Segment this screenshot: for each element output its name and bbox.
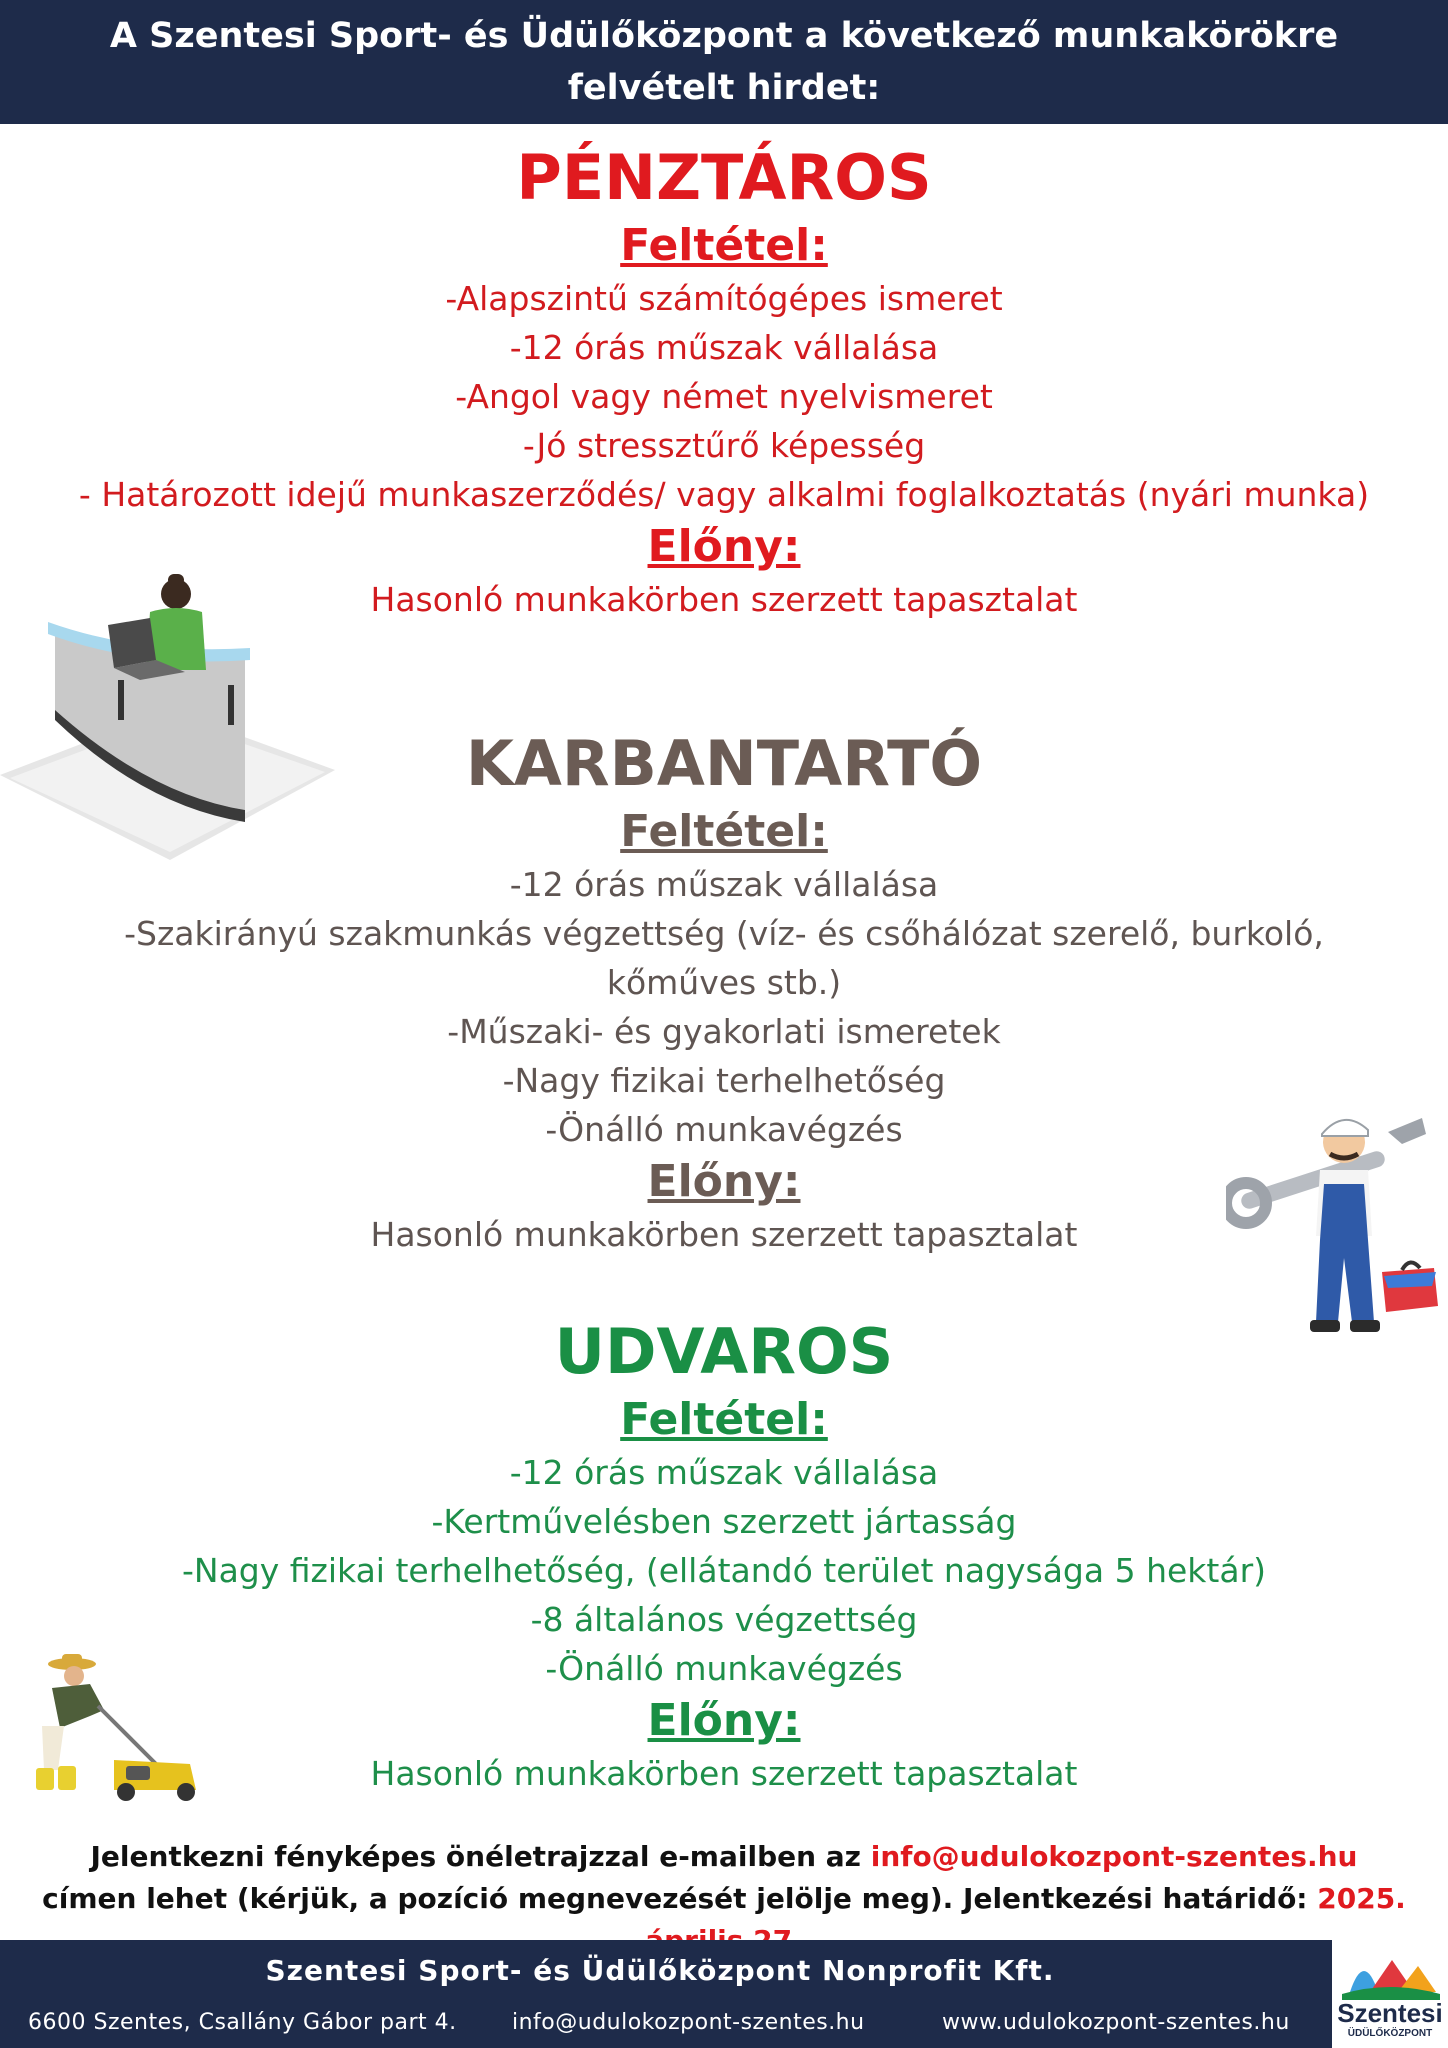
requirement-item: -Jó stressztűrő képesség [522, 426, 926, 465]
job-section-groundskeeper [0, 1312, 1448, 1798]
advantage-heading: Előny: [647, 1695, 801, 1746]
mower-wheel-shape [177, 1783, 195, 1801]
gardener-trousers-shape [42, 1726, 64, 1770]
header-banner [0, 0, 1448, 124]
cashier-desk-illustration [0, 560, 340, 880]
footer-company-name: Szentesi Sport- és Üdülőközpont Nonprofit Kft. [265, 1954, 1055, 1987]
header-title: A Szentesi Sport- és Üdülőközpont a következő munkakörökre felvételt hirdet: [109, 16, 1339, 108]
requirement-item: kőműves stb.) [606, 963, 842, 1002]
requirement-item: -12 órás műszak vállalása [509, 865, 939, 904]
laptop-screen-shape [108, 618, 156, 668]
requirement-list [0, 1448, 1448, 1693]
gardener-head-shape [64, 1666, 84, 1686]
desk-post-shape [228, 685, 234, 725]
requirement-item: -Szakirányú szakmunkás végzettség (víz- és csőhálózat szerelő, burkoló, [124, 914, 1324, 953]
desk-post-shape [118, 680, 124, 720]
footer [0, 1940, 1448, 2048]
advantage-text: Hasonló munkakörben szerzett tapasztalat [370, 580, 1078, 619]
toolbox-handle-shape [1402, 1262, 1420, 1270]
logo-emblem-icon [1332, 1940, 1448, 2000]
overalls-shape [1316, 1184, 1374, 1322]
condition-heading: Feltétel: [620, 1394, 828, 1445]
requirement-item: -Műszaki- és gyakorlati ismeretek [447, 1012, 1001, 1051]
requirement-item: -12 órás műszak vállalása [509, 328, 939, 367]
job-title: PÉNZTÁROS [516, 141, 932, 214]
requirement-item: -8 általános végzettség [530, 1600, 918, 1639]
cap-shape [1322, 1120, 1368, 1136]
requirement-item: - Határozott idejű munkaszerződés/ vagy alkalmi foglalkoztatás (nyári munka) [78, 475, 1370, 514]
boot-shape [36, 1768, 54, 1790]
requirement-item: -Alapszintű számítógépes ismeret [445, 279, 1003, 318]
boot-shape [1310, 1320, 1340, 1332]
advantage-heading: Előny: [647, 1156, 801, 1207]
advantage-text: Hasonló munkakörben szerzett tapasztalat [370, 1215, 1078, 1254]
footer-website-link[interactable]: www.udulokozpont-szentes.hu [942, 2010, 1290, 2035]
condition-heading: Feltétel: [620, 220, 828, 271]
requirement-item: -Nagy fizikai terhelhetőség [502, 1061, 946, 1100]
requirement-item: -Önálló munkavégzés [545, 1649, 903, 1688]
job-section-cashier [0, 138, 1448, 624]
wrench-jaw-shape [1388, 1118, 1426, 1144]
logo-text: Szentesi [1337, 1998, 1443, 2028]
condition-heading: Feltétel: [620, 806, 828, 857]
requirement-item: -Önálló munkavégzés [545, 1110, 903, 1149]
logo-subtext: ÜDÜLŐKÖZPONT [1347, 2028, 1433, 2039]
application-text: Jelentkezni fényképes önéletrajzzal e-mailben az [90, 1840, 871, 1873]
straw-hat-crown-shape [62, 1654, 82, 1664]
application-deadline: 2025. [1317, 1882, 1406, 1915]
requirement-item: -Kertművelésben szerzett jártasság [431, 1502, 1017, 1541]
advantage-text: Hasonló munkakörben szerzett tapasztalat [370, 1754, 1078, 1793]
mower-wheel-shape [117, 1783, 135, 1801]
mechanic-illustration [1226, 1090, 1448, 1350]
gardener-shirt-shape [52, 1684, 104, 1728]
application-text: címen lehet (kérjük, a pozíció megnevezését jelölje meg). Jelentkezési határidő: [42, 1882, 1318, 1915]
person-hair-shape [168, 574, 184, 586]
footer-email-link[interactable]: info@udulokozpont-szentes.hu [512, 2010, 865, 2035]
footer-address: 6600 Szentes, Csallány Gábor part 4. [28, 2010, 457, 2035]
requirement-list [0, 274, 1448, 519]
job-title: UDVAROS [554, 1315, 894, 1388]
boot-shape [58, 1766, 76, 1790]
mower-engine-shape [126, 1766, 150, 1780]
gardener-illustration [18, 1650, 208, 1802]
requirement-item: -12 órás műszak vállalása [509, 1453, 939, 1492]
requirement-item: -Angol vagy német nyelvismeret [455, 377, 993, 416]
application-email-link[interactable]: info@udulokozpont-szentes.hu [870, 1840, 1358, 1873]
requirement-item: -Nagy fizikai terhelhetőség, (ellátandó terület nagysága 5 hektár) [181, 1551, 1267, 1590]
boot-shape [1350, 1320, 1380, 1332]
job-title: KARBANTARTÓ [465, 727, 983, 800]
company-logo [1332, 1940, 1448, 2048]
advantage-heading: Előny: [647, 521, 801, 572]
mower-handle-shape [98, 1706, 158, 1766]
